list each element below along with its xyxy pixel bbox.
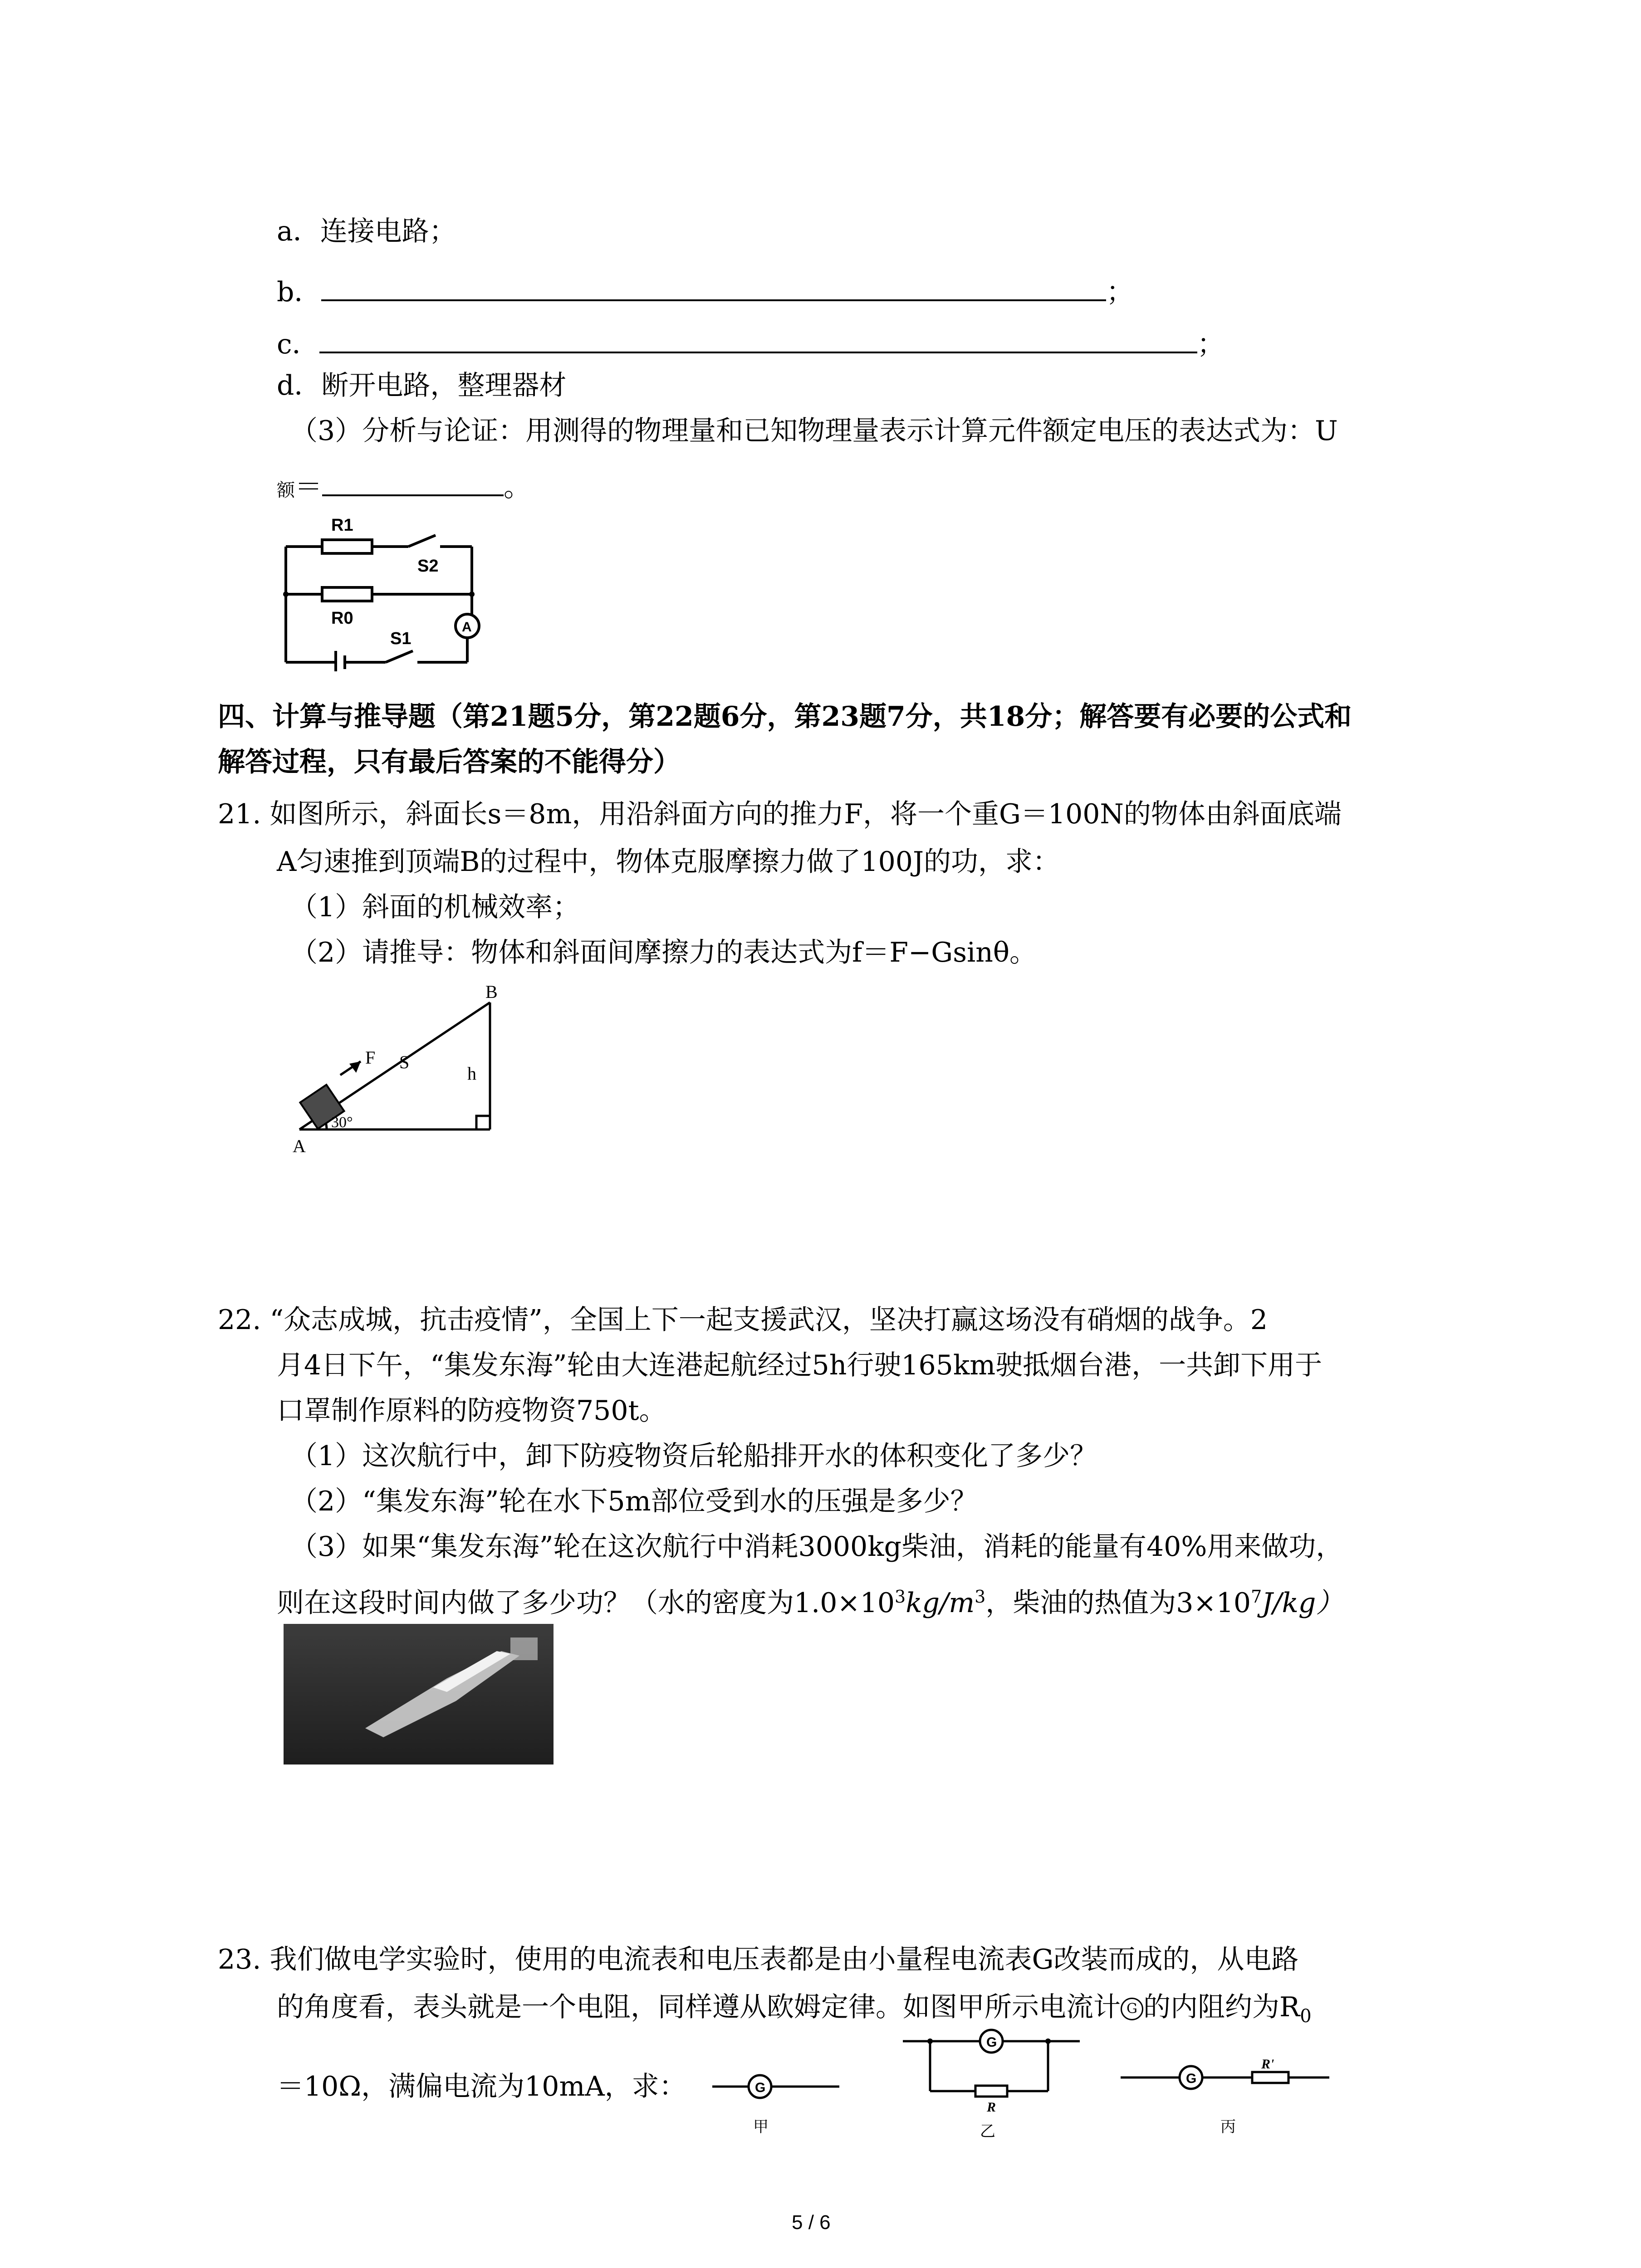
analysis-sub: 额 <box>277 480 295 501</box>
q21-line1: 21. 如图所示，斜面长s＝8m，用沿斜面方向的推力F，将一个重G＝100N的物体由斜面底端 <box>218 798 1342 830</box>
label-s2: S2 <box>417 557 439 576</box>
bing-g-label: G <box>1186 2071 1197 2086</box>
q22-sub4a: 则在这段时间内做了多少功？（水的密度为1.0×10 <box>277 1587 895 1619</box>
section4-title-1: 四、计算与推导题（第21题5分，第22题6分，第23题7分，共18分；解答要有必要的公式和 <box>218 701 1352 733</box>
figure-jia <box>708 2064 844 2141</box>
circuit-diagram <box>272 513 490 671</box>
page-number: 5 / 6 <box>792 2211 831 2234</box>
analysis-end: 。 <box>504 471 531 503</box>
q22-line2: 月4日下午，“集发东海”轮由大连港起航经过5h行驶165km驶抵烟台港，一共卸下用于 <box>277 1349 1323 1381</box>
analysis-text: （3）分析与论证：用测得的物理量和已知物理量表示计算元件额定电压的表达式为：U <box>290 415 1338 447</box>
q22-sub4d: J/kg） <box>1262 1587 1343 1619</box>
step-b-label: b． <box>277 276 322 308</box>
step-b-blank[interactable] <box>321 272 1106 301</box>
q23-line3: ＝10Ω，满偏电流为10mA，求： <box>277 2071 686 2102</box>
step-c-end: ； <box>1197 328 1225 360</box>
q22-sub2: （2）“集发东海”轮在水下5m部位受到水的压强是多少？ <box>290 1486 978 1517</box>
q21-sub2: （2）请推导：物体和斜面间摩擦力的表达式为f＝F−Gsinθ。 <box>290 937 1037 968</box>
q22-sup3: 7 <box>1251 1587 1262 1607</box>
q23-line2-sub: 0 <box>1300 2006 1312 2027</box>
yi-g-label: G <box>986 2035 997 2050</box>
q22-sub4b: kg/m <box>906 1587 975 1619</box>
label-f: F <box>365 1047 376 1068</box>
step-c-blank[interactable] <box>319 324 1197 353</box>
q22-line1: 22. “众志成城，抗击疫情”，全国上下一起支援武汉，坚决打赢这场没有硝烟的战争。2 <box>218 1304 1268 1336</box>
label-s: S <box>399 1052 410 1072</box>
q22-sub4c: ，柴油的热值为3×10 <box>985 1587 1251 1619</box>
analysis-eq: ＝ <box>295 471 322 503</box>
yi-label: 乙 <box>980 2122 995 2141</box>
jia-g-label: G <box>755 2080 766 2095</box>
incline-figure <box>272 984 526 1157</box>
section4-title-2: 解答过程，只有最后答案的不能得分） <box>218 746 681 778</box>
q22-sub4 <box>277 1579 1343 1621</box>
label-s1: S1 <box>390 629 411 648</box>
step-a: a．连接电路； <box>277 215 456 247</box>
resistor-r1 <box>322 540 372 553</box>
series-resistor <box>1252 2072 1288 2083</box>
q23-line1: 23. 我们做电学实验时，使用的电流表和电压表都是由小量程电流表G改装而成的，从电路 <box>218 1944 1299 1975</box>
q22-line3: 口罩制作原料的防疫物资750t。 <box>277 1395 666 1427</box>
q22-sub3: （3）如果“集发东海”轮在这次航行中消耗3000kg柴油，消耗的能量有40%用来做功， <box>290 1531 1343 1563</box>
switch-s1 <box>386 651 413 662</box>
jia-label: 甲 <box>753 2118 769 2136</box>
resistor-r0 <box>322 587 372 601</box>
step-b <box>277 272 1133 310</box>
analysis-blank[interactable] <box>322 467 504 496</box>
step-c <box>277 324 1225 362</box>
analysis-answer <box>277 467 531 508</box>
q22-sub1: （1）这次航行中，卸下防疫物资后轮船排开水的体积变化了多少？ <box>290 1440 1097 1472</box>
figure-yi <box>898 2005 1089 2146</box>
bing-r-label: R' <box>1261 2057 1274 2072</box>
q22-sup1: 3 <box>895 1587 906 1607</box>
shunt-resistor <box>975 2086 1007 2097</box>
label-r1: R1 <box>331 516 353 535</box>
bing-label: 丙 <box>1220 2118 1236 2136</box>
label-angle: 30° <box>331 1114 353 1131</box>
q22-sup2: 3 <box>975 1587 986 1607</box>
ship-photo <box>284 1624 554 1765</box>
label-a: A <box>293 1136 306 1156</box>
label-h: h <box>467 1063 476 1084</box>
yi-r-label: R <box>987 2100 996 2115</box>
step-b-end: ； <box>1106 276 1134 308</box>
q23-line2 <box>277 1989 1312 2034</box>
figure-bing <box>1116 2055 1334 2141</box>
q23-line2-text: 的角度看，表头就是一个电阻，同样遵从欧姆定律。如图甲所示电流计 <box>277 1991 1121 2023</box>
q21-sub1: （1）斜面的机械效率； <box>290 891 580 923</box>
switch-s2 <box>408 535 436 547</box>
label-b: B <box>485 984 498 1002</box>
step-d: d．断开电路，整理器材 <box>277 370 567 401</box>
galvanometer-icon: G <box>1121 1998 1143 2020</box>
q21-line2: A匀速推到顶端B的过程中，物体克服摩擦力做了100J的功，求： <box>277 846 1060 878</box>
q23-line2-end: 的内阻约为R <box>1143 1991 1300 2023</box>
step-c-label: c． <box>277 328 319 360</box>
label-r0: R0 <box>331 609 353 628</box>
label-ammeter: A <box>462 620 472 635</box>
